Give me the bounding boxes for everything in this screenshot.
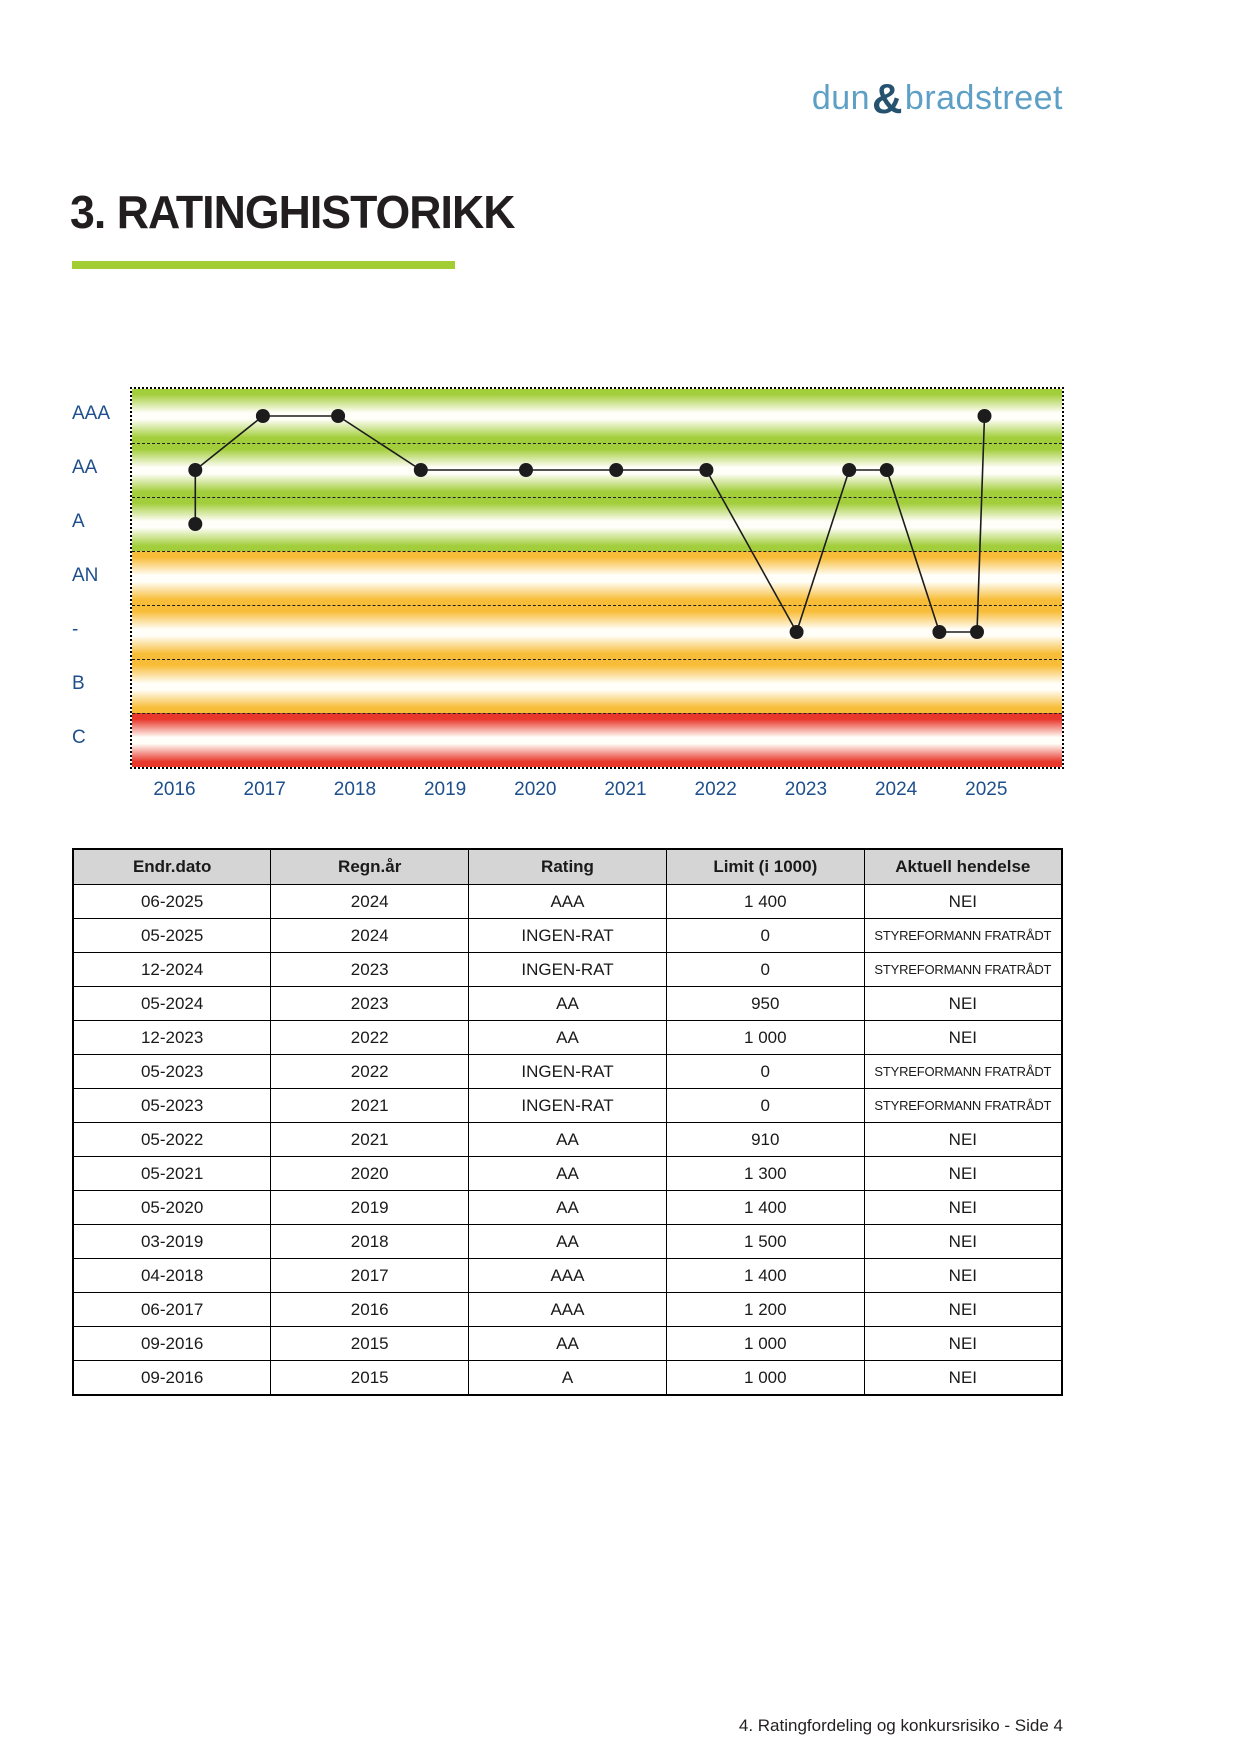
table-cell: 06-2017 <box>73 1293 271 1327</box>
y-axis-label-aaa: AAA <box>72 403 111 424</box>
table-row <box>73 1191 1062 1225</box>
rating-point-06-2025 <box>978 409 992 423</box>
table-cell: 05-2024 <box>73 987 271 1021</box>
table-cell: INGEN-RAT <box>469 1089 667 1123</box>
page-title: 3. RATINGHISTORIKK <box>70 186 515 238</box>
rating-point-04-2018 <box>331 409 345 423</box>
table-cell: 05-2022 <box>73 1123 271 1157</box>
column-header: Rating <box>469 849 667 885</box>
rating-point-06-2017 <box>256 409 270 423</box>
table-cell: 05-2025 <box>73 919 271 953</box>
table-cell: 1 400 <box>666 1191 864 1225</box>
rating-history-chart <box>130 387 1064 769</box>
table-cell: NEI <box>864 1327 1062 1361</box>
rating-point-12-2023 <box>842 463 856 477</box>
table-cell: 2017 <box>271 1259 469 1293</box>
table-cell: AAA <box>469 885 667 919</box>
table-cell: NEI <box>864 1293 1062 1327</box>
rating-point-05-2022 <box>699 463 713 477</box>
table-cell: 2015 <box>271 1327 469 1361</box>
table-cell: 06-2025 <box>73 885 271 919</box>
column-header: Aktuell hendelse <box>864 849 1062 885</box>
table-cell: AAA <box>469 1259 667 1293</box>
table-cell: 1 300 <box>666 1157 864 1191</box>
table-cell: NEI <box>864 1259 1062 1293</box>
table-cell: 1 400 <box>666 885 864 919</box>
y-axis-label-aa: AA <box>72 457 98 478</box>
table-cell: 2021 <box>271 1123 469 1157</box>
title-underline <box>72 261 455 269</box>
table-body <box>73 885 1062 1396</box>
table-cell: AA <box>469 1157 667 1191</box>
table-row <box>73 1361 1062 1396</box>
y-axis-label-c: C <box>72 727 86 748</box>
table-cell: 950 <box>666 987 864 1021</box>
table-cell: 910 <box>666 1123 864 1157</box>
x-axis-label-2020: 2020 <box>514 779 557 800</box>
table-cell: 2020 <box>271 1157 469 1191</box>
table-cell: 2015 <box>271 1361 469 1396</box>
table-row <box>73 1225 1062 1259</box>
y-axis-label-an: AN <box>72 565 99 586</box>
table-cell: 2024 <box>271 919 469 953</box>
table-cell: 12-2024 <box>73 953 271 987</box>
rating-point-05-2024 <box>880 463 894 477</box>
table-cell: STYREFORMANN FRATRÅDT <box>864 919 1062 953</box>
table-cell: 1 400 <box>666 1259 864 1293</box>
table-cell: 12-2023 <box>73 1021 271 1055</box>
x-axis-label-2017: 2017 <box>243 779 286 800</box>
logo-word-bradstreet: bradstreet <box>904 79 1063 117</box>
dun-bradstreet-logo <box>0 75 1063 122</box>
table-cell: STYREFORMANN FRATRÅDT <box>864 1055 1062 1089</box>
table-row <box>73 1021 1062 1055</box>
table-cell: AA <box>469 1021 667 1055</box>
column-header: Limit (i 1000) <box>666 849 864 885</box>
table-row <box>73 1327 1062 1361</box>
table-cell: NEI <box>864 1123 1062 1157</box>
table-header <box>73 849 1062 885</box>
table-cell: NEI <box>864 1157 1062 1191</box>
table-cell: INGEN-RAT <box>469 1055 667 1089</box>
table-cell: 1 000 <box>666 1327 864 1361</box>
table-row <box>73 1293 1062 1327</box>
table-cell: 1 200 <box>666 1293 864 1327</box>
x-axis-label-2022: 2022 <box>694 779 737 800</box>
table-cell: INGEN-RAT <box>469 953 667 987</box>
table-cell: 2022 <box>271 1055 469 1089</box>
y-axis-label-a: A <box>72 511 85 532</box>
logo-ampersand-icon: & <box>872 75 903 122</box>
table-cell: 2019 <box>271 1191 469 1225</box>
x-axis-label-2016: 2016 <box>153 779 196 800</box>
table-cell: 09-2016 <box>73 1361 271 1396</box>
table-cell: AA <box>469 1191 667 1225</box>
table-cell: 2023 <box>271 987 469 1021</box>
column-header: Endr.dato <box>73 849 271 885</box>
table-cell: 2022 <box>271 1021 469 1055</box>
rating-point-09-2016 <box>188 463 202 477</box>
table-cell: 2016 <box>271 1293 469 1327</box>
table-cell: 1 000 <box>666 1021 864 1055</box>
x-axis-label-2019: 2019 <box>423 779 467 800</box>
table-cell: STYREFORMANN FRATRÅDT <box>864 1089 1062 1123</box>
table-cell: AA <box>469 1225 667 1259</box>
table-row <box>73 1123 1062 1157</box>
table-cell: NEI <box>864 1225 1062 1259</box>
rating-point-05-2025 <box>970 625 984 639</box>
logo-word-dun: dun <box>811 79 871 117</box>
rating-point-09-2016 <box>188 517 202 531</box>
table-row <box>73 1089 1062 1123</box>
table-cell: NEI <box>864 1361 1062 1396</box>
table-cell: STYREFORMANN FRATRÅDT <box>864 953 1062 987</box>
rating-point-03-2019 <box>414 463 428 477</box>
table-cell: AA <box>469 1327 667 1361</box>
table-cell: 1 500 <box>666 1225 864 1259</box>
table-row <box>73 919 1062 953</box>
table-cell: AA <box>469 987 667 1021</box>
table-row <box>73 1259 1062 1293</box>
table-row <box>73 885 1062 919</box>
table-cell: NEI <box>864 1191 1062 1225</box>
rating-point-05-2020 <box>519 463 533 477</box>
table-row <box>73 987 1062 1021</box>
table-row <box>73 953 1062 987</box>
table-cell: 2018 <box>271 1225 469 1259</box>
table-cell: NEI <box>864 987 1062 1021</box>
x-axis-label-2021: 2021 <box>604 779 647 800</box>
table-cell: NEI <box>864 1021 1062 1055</box>
table-cell: 09-2016 <box>73 1327 271 1361</box>
page-footer: 4. Ratingfordeling og konkursrisiko - Side 4 <box>738 1716 1063 1735</box>
table-cell: 2024 <box>271 885 469 919</box>
table-cell: 0 <box>666 919 864 953</box>
table-cell: 0 <box>666 1089 864 1123</box>
column-header: Regn.år <box>271 849 469 885</box>
table-cell: NEI <box>864 885 1062 919</box>
table-row <box>73 1157 1062 1191</box>
table-cell: AAA <box>469 1293 667 1327</box>
rating-point-05-2023 <box>790 625 804 639</box>
table-cell: INGEN-RAT <box>469 919 667 953</box>
y-axis-label-b: B <box>72 673 85 694</box>
table-cell: 05-2023 <box>73 1055 271 1089</box>
table-cell: 1 000 <box>666 1361 864 1396</box>
table-cell: 04-2018 <box>73 1259 271 1293</box>
table-cell: A <box>469 1361 667 1396</box>
x-axis-label-2018: 2018 <box>333 779 377 800</box>
rating-point-12-2024 <box>932 625 946 639</box>
rating-point-05-2021 <box>609 463 623 477</box>
rating-line-series <box>132 389 1062 767</box>
x-axis-label-2024: 2024 <box>874 779 918 800</box>
rating-history-table <box>72 848 1063 1396</box>
table-cell: 05-2021 <box>73 1157 271 1191</box>
table-cell: AA <box>469 1123 667 1157</box>
x-axis-label-2025: 2025 <box>965 779 1008 800</box>
y-axis-label-dash: - <box>72 619 79 640</box>
table-cell: 2023 <box>271 953 469 987</box>
table-cell: 0 <box>666 1055 864 1089</box>
table-cell: 2021 <box>271 1089 469 1123</box>
table-cell: 05-2020 <box>73 1191 271 1225</box>
table-cell: 0 <box>666 953 864 987</box>
table-row <box>73 1055 1062 1089</box>
x-axis-label-2023: 2023 <box>784 779 828 800</box>
table-cell: 03-2019 <box>73 1225 271 1259</box>
table-cell: 05-2023 <box>73 1089 271 1123</box>
